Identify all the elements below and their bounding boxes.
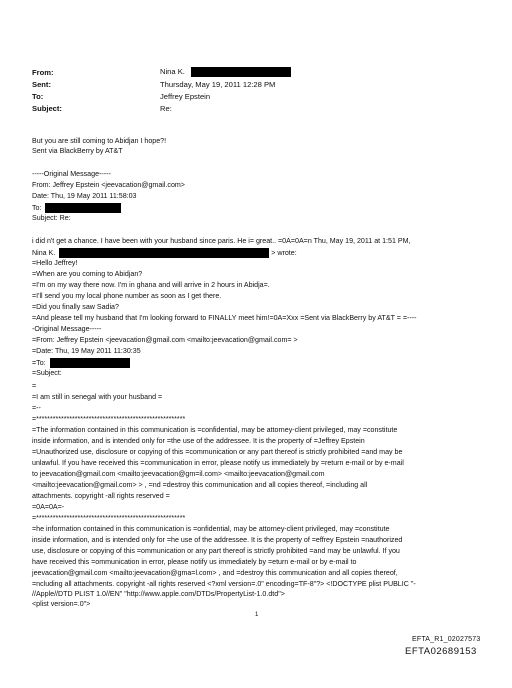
body-line: =I'll send you my local phone number as soon as I get there.: [32, 292, 222, 300]
body-line: inside information, and is intended only for =the use of the addressee. It is the property of =Jeffrey Epstein: [32, 437, 365, 445]
sent-value: Thursday, May 19, 2011 12:28 PM: [160, 80, 276, 89]
body-line: [32, 203, 121, 213]
redaction-bar: [191, 67, 291, 77]
page-number: 1: [255, 612, 259, 618]
body-line: =Hello Jeffrey!: [32, 259, 78, 267]
to-text: =To:: [32, 358, 46, 367]
body-line: [32, 248, 297, 258]
body-line: use, disclosure or copying of this =ommunication or any part thereof is strictly prohibited =and may be unlawful. If you: [32, 547, 400, 555]
body-line: -----Original Message-----: [32, 170, 111, 178]
to-label: To:: [32, 92, 44, 101]
body-line: =******************************************************: [32, 514, 186, 522]
from-value: [160, 67, 291, 77]
body-line: =he information contained in this communication is =onfidential, may be attorney-client privileged, may =constitute: [32, 525, 390, 533]
body-line: //Apple//DTD PLIST 1.0//EN" "http://www.apple.com/DTDs/PropertyList-1.0.dtd">: [32, 590, 285, 598]
body-line: =Subject:: [32, 369, 62, 377]
body-line: i did n't get a chance. I have been with your husband since paris. He i= great.. =0A=0A=n Thu, May 19, 2011 at 1:51 PM,: [32, 237, 411, 245]
to-value: Jeffrey Epstein: [160, 92, 211, 101]
subject-label: Subject:: [32, 104, 62, 113]
redaction-bar: [50, 358, 130, 368]
body-line: Sent via BlackBerry by AT&T: [32, 147, 123, 155]
to-text: To:: [32, 203, 42, 212]
body-line: Date: Thu, 19 May 2011 11:58:03: [32, 192, 137, 200]
body-line: attachments. copyright -all rights reserved =: [32, 492, 170, 500]
body-line: =When are you coming to Abidjan?: [32, 270, 143, 278]
sent-label: Sent:: [32, 80, 51, 89]
body-line: -Original Message-----: [32, 325, 102, 333]
body-line: =: [32, 382, 37, 390]
body-line: =******************************************************: [32, 415, 186, 423]
wrote-text: > wrote:: [271, 248, 297, 257]
body-line: =I am still in senegal with your husband =: [32, 393, 163, 401]
body-line: =The information contained in this communication is =confidential, may be attorney-client privileged, may =constitute: [32, 426, 398, 434]
body-line: =ncluding all attachments. copyright -all rights reserved <?xml version=.0" encoding=TF-8"?> <!DOCTYPE plist PUBLIC "-: [32, 580, 416, 588]
body-line: to jeevacation@gmail.com <mailto:jeevacation@gm=il.com> <mailto:jeevacation@gmail.com: [32, 470, 325, 478]
footer-code-1: EFTA_R1_02027573: [412, 636, 481, 643]
body-line: unlawful. If you have received this =communication in error, please notify us immediately by =return e-mail or by e-mail: [32, 459, 404, 467]
body-line: =Date: Thu, 19 May 2011 11:30:35: [32, 347, 141, 355]
body-line: jeevacation@gmail.com <mailto:jeevacation@gma=l.com> , and =destroy this communication and all copies thereof,: [32, 569, 398, 577]
body-line: But you are still coming to Abidjan I hope?!: [32, 137, 167, 145]
body-line: From: Jeffrey Epstein <jeevacation@gmail.com>: [32, 181, 185, 189]
body-line: =Unauthorized use, disclosure or copying of this =communication or any part thereof is strictly prohibited =and may be: [32, 448, 403, 456]
body-line: Subject: Re:: [32, 214, 71, 222]
from-label: From:: [32, 68, 54, 77]
body-line: =From: Jeffrey Epstein <jeevacation@gmail.com <mailto:jeevacation@gmail.com= >: [32, 336, 298, 344]
body-line: <mailto:jeevacation@gmail.com> > , =nd =destroy this communication and all copies thereof, =including all: [32, 481, 368, 489]
body-line: =Did you finally saw Sadia?: [32, 303, 119, 311]
redaction-bar: [45, 203, 121, 213]
body-line: inside information, and is intended only for =he use of the addressee. It is the property of =effrey Epstein =nauthorized: [32, 536, 403, 544]
from-name: Nina K.: [160, 67, 185, 76]
body-line: =0A=0A=-: [32, 503, 65, 511]
body-line: have received this =ommunication in error, please notify us immediately by =eturn e-mail or by e-mail to: [32, 558, 357, 566]
body-line: =And please tell my husband that I'm looking forward to FINALLY meet him!=0A=Xxx =Sent via BlackBerry by AT&T = =----: [32, 314, 417, 322]
subject-value: Re:: [160, 104, 172, 113]
redaction-bar: [59, 248, 269, 258]
body-line: =--: [32, 404, 41, 412]
body-line: [32, 358, 130, 368]
footer-code-2: EFTA02689153: [405, 646, 477, 657]
body-line: =I'm on my way there now. I'm in ghana and will arrive in 2 hours in Abidja=.: [32, 281, 270, 289]
body-line: <plist version=.0">: [32, 600, 91, 608]
sender-name: Nina K.: [32, 248, 56, 257]
